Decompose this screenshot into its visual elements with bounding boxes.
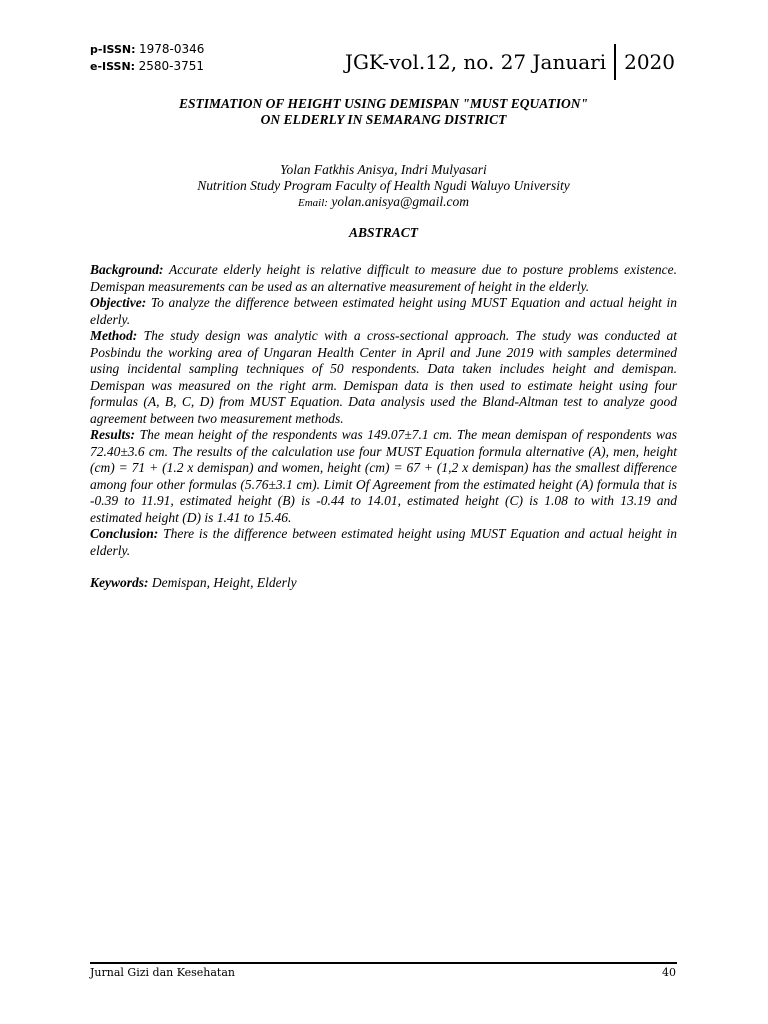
method-section [90,328,677,427]
background-label: Background: [90,262,164,277]
header-divider [614,44,616,80]
abstract-heading: ABSTRACT [348,225,419,240]
keywords-label: Keywords: [90,575,149,590]
conclusion-label: Conclusion: [90,526,159,541]
authors: Yolan Fatkhis Anisya, Indri Mulyasari [280,162,487,177]
conclusion-section [90,526,677,559]
journal-issue-header [345,44,675,80]
keywords-line [90,575,677,592]
e-issn-line [90,58,204,75]
conclusion-text: There is the difference between estimated height using MUST Equation and actual height in elderly. [90,526,677,558]
journal-issue: JGK-vol.12, no. 27 Januari [344,50,607,74]
e-issn-value: 2580-3751 [138,59,204,73]
objective-section [90,295,677,328]
background-text: Accurate elderly height is relative difficult to measure due to posture problems existence. Demispan measurements can be used as an alternative measurement of height in the elderly. [90,262,677,294]
p-issn-value: 1978-0346 [139,42,205,56]
footer-divider [90,962,677,964]
paper-content [90,96,677,605]
method-text: The study design was analytic with a cross-sectional approach. The study was conducted at Posbindu the working area of Ungaran Health Center in April and June 2019 with samples determined using incidental sampling techniques of 50 respondents. Data taken includes height and demispan. Demispan was measured on the right arm. Demispan data is then used to estimate height using four formulas (A, B, C, D) from MUST Equation. Data analysis used the Bland-Altman test to analyze good agreement between two measurement methods. [90,328,677,426]
issn-block [90,41,204,75]
results-text: The mean height of the respondents was 149.07±7.1 cm. The mean demispan of respondents was 72.40±3.6 cm. The results of the calculation use four MUST Equation formula alternative (A), men, height (cm) = 71 + (1.2 x demispan) and women, height (cm) = 67 + (1,2 x demispan) has the smallest difference among four other formulas (5.76±3.1 cm). Limit Of Agreement from the estimated height (A) formula that is -0.39 to 11.91, estimated height (B) is -0.44 to 14.01, estimated height (C) is 1.08 to with 13.19 and estimated height (D) is 1.41 to 15.46. [90,427,678,525]
paper-title [90,96,677,128]
results-section [90,427,677,526]
objective-label: Objective: [90,295,147,310]
footer-journal-name: Jurnal Gizi dan Kesehatan [90,966,235,979]
p-issn-label: p-ISSN: [90,43,136,56]
objective-text: To analyze the difference between estimated height using MUST Equation and actual height in elderly. [90,295,678,327]
footer-page-number: 40 [662,966,676,979]
p-issn-line [90,41,204,58]
results-label: Results: [90,427,136,442]
title-line-1: ESTIMATION OF HEIGHT USING DEMISPAN "MUST EQUATION" [178,96,589,111]
title-line-2: ON ELDERLY IN SEMARANG DISTRICT [260,112,507,127]
journal-year: 2020 [624,50,675,74]
email-label: Email: [298,197,328,209]
method-label: Method: [90,328,138,343]
email-value: yolan.anisya@gmail.com [331,194,469,209]
background-section [90,262,677,295]
e-issn-label: e-ISSN: [90,60,136,73]
keywords-text: Demispan, Height, Elderly [151,575,297,590]
email-line [90,194,677,211]
affiliation: Nutrition Study Program Faculty of Health Ngudi Waluyo University [197,178,570,193]
